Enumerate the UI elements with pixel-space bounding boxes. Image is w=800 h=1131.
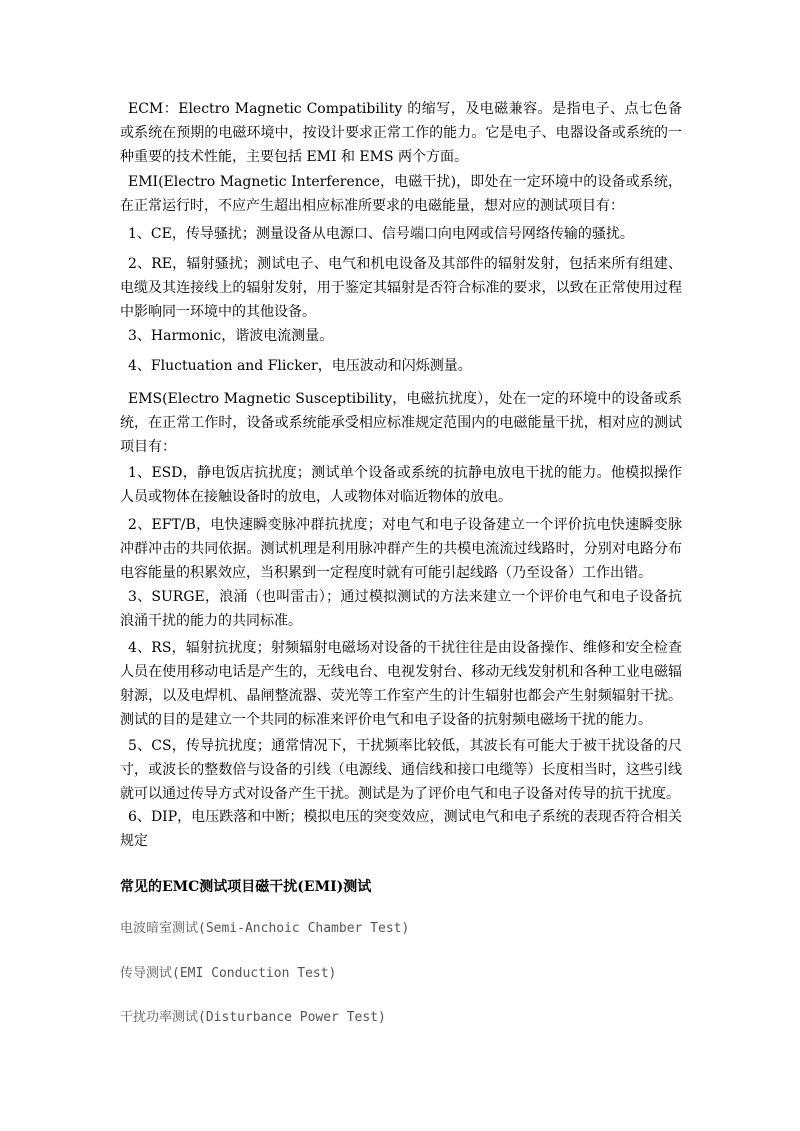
paragraph-emi-ce: 1、CE，传导骚扰；测量设备从电源口、信号端口向电网或信号网络传输的骚扰。 bbox=[128, 226, 634, 242]
paragraph-ecm: ECM：Electro Magnetic Compatibility 的缩写，及电磁兼容。是指电子、点七色备或系统在预期的电磁环境中，按设计要求正常工作的能力。它是电子、电器设备或系统的一种重要的技术性能，主要包括 EMI 和 EMS 两个方面。 bbox=[120, 101, 682, 165]
paragraph-emi: EMI(Electro Magnetic Interference，电磁干扰)，即处在一定环境中的设备或系统，在正常运行时，不应产生超出相应标准所要求的电磁能量，想对应的测试项目有： bbox=[120, 174, 682, 214]
paragraph-ems-rs: 4、RS，辐射抗扰度；射频辐射电磁场对设备的干扰往往是由设备操作、维修和安全检查人员在使用移动电话是产生的，无线电台、电视发射台、移动无线发射机和各种工业电磁辐射源，以及电焊机、晶闸整流器、荧光等工作室产生的计生辐射也都会产生射频辐射干扰。测试的目的是建立一个共同的标准来评价电气和电子设备的抗射频电磁场干扰的能力。 bbox=[120, 640, 682, 728]
test-item: 干扰功率测试(Disturbance Power Test) bbox=[120, 1010, 386, 1025]
test-item: 传导测试(EMI Conduction Test) bbox=[120, 966, 337, 981]
paragraph-ems-esd: 1、ESD，静电饭店抗扰度；测试单个设备或系统的抗静电放电干扰的能力。他模拟操作人员或物体在接触设备时的放电，人或物体对临近物体的放电。 bbox=[120, 465, 682, 505]
paragraph-emi-harmonic: 3、Harmonic，谐波电流测量。 bbox=[128, 328, 334, 344]
paragraph-emi-flicker: 4、Fluctuation and Flicker，电压波动和闪烁测量。 bbox=[128, 358, 472, 374]
paragraph-ems-surge: 3、SURGE，浪涌（也叫雷击）；通过模拟测试的方法来建立一个评价电气和电子设备抗浪涌干扰的能力的共同标准。 bbox=[120, 589, 682, 629]
paragraph-ems-cs: 5、CS，传导抗扰度；通常情况下，干扰频率比较低，其波长有可能大于被干扰设备的尺寸，或波长的整数倍与设备的引线（电源线、通信线和接口电缆等）长度相当时，这些引线就可以通过传导方式对设备产生干扰。测试是为了评价电气和电子设备对传导的抗干扰度。 bbox=[120, 738, 682, 802]
paragraph-ems-dip: 6、DIP，电压跌落和中断；模拟电压的突变效应，测试电气和电子系统的表现否符合相关规定 bbox=[120, 809, 682, 849]
test-item: 电波暗室测试(Semi-Anchoic Chamber Test) bbox=[120, 921, 410, 936]
paragraph-ems: EMS(Electro Magnetic Susceptibility，电磁抗扰度），处在一定的环境中的设备或系统，在正常工作时，设备或系统能承受相应标准规定范围内的电磁能量干扰，相对应的测试项目有： bbox=[120, 391, 682, 455]
section-heading: 常见的EMC测试项目磁干扰(EMI)测试 bbox=[120, 879, 372, 895]
paragraph-ems-eft: 2、EFT/B，电快速瞬变脉冲群抗扰度；对电气和电子设备建立一个评价抗电快速瞬变脉冲群冲击的共同依据。测试机理是利用脉冲群产生的共模电流流过线路时，分别对电路分布电容能量的积累效应，当积累到一定程度时就有可能引起线路（乃至设备）工作出错。 bbox=[120, 517, 682, 581]
paragraph-emi-re: 2、RE，辐射骚扰；测试电子、电气和机电设备及其部件的辐射发射，包括来所有组建、电缆及其连接线上的辐射发射，用于鉴定其辐射是否符合标准的要求，以致在正常使用过程中影响同一环境中的其他设备。 bbox=[120, 256, 682, 320]
